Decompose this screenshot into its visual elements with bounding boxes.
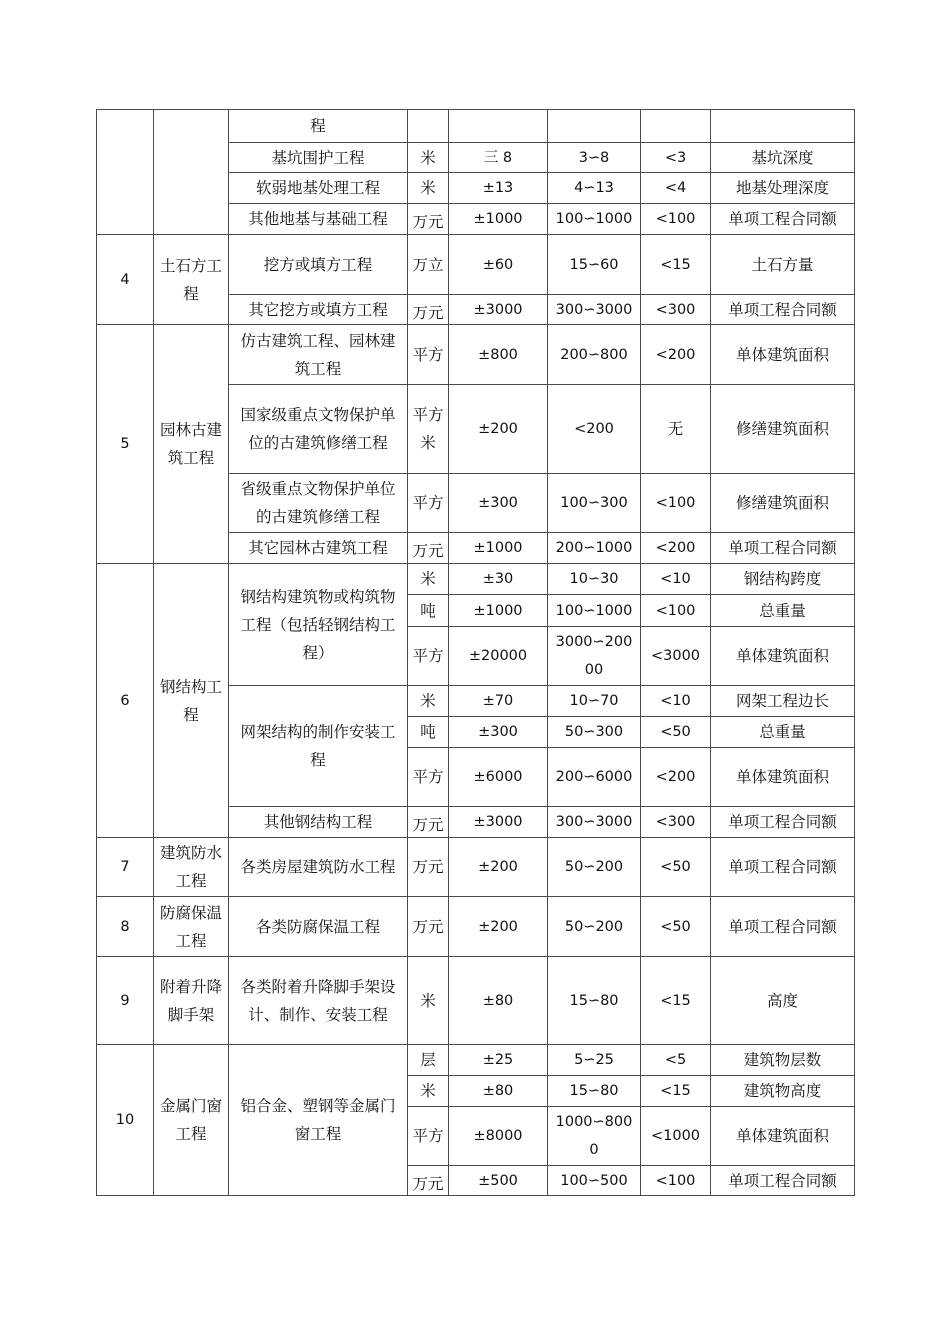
project-name-cell: 程 — [229, 110, 408, 143]
unit-cell: 平方米 — [408, 385, 449, 474]
basis-cell: 总重量 — [711, 717, 855, 748]
table-row — [97, 110, 855, 143]
small-scale-cell: <100 — [641, 474, 711, 533]
unit-cell: 万元 — [408, 897, 449, 957]
medium-scale-cell: 50∽300 — [548, 717, 641, 748]
basis-cell — [711, 110, 855, 143]
small-scale-cell: <50 — [641, 838, 711, 897]
number-cell: 9 — [97, 957, 154, 1045]
project-name-cell: 其他钢结构工程 — [229, 807, 408, 838]
basis-cell: 单项工程合同额 — [711, 295, 855, 325]
project-name-cell: 网架结构的制作安装工程 — [229, 686, 408, 807]
small-scale-cell: <50 — [641, 717, 711, 748]
small-scale-cell: <5 — [641, 1045, 711, 1076]
medium-scale-cell: 100∽500 — [548, 1166, 641, 1196]
small-scale-cell: <3 — [641, 143, 711, 173]
large-scale-cell: ±1000 — [449, 595, 548, 627]
unit-cell: 平方 — [408, 748, 449, 807]
qualification-table — [96, 109, 855, 1196]
large-scale-cell: 三 8 — [449, 143, 548, 173]
project-name-cell: 仿古建筑工程、园林建筑工程 — [229, 325, 408, 385]
medium-scale-cell: 15∽60 — [548, 235, 641, 295]
basis-cell: 单项工程合同额 — [711, 1166, 855, 1196]
large-scale-cell: ±1000 — [449, 204, 548, 235]
category-cell: 防腐保温工程 — [154, 897, 229, 957]
basis-cell: 单项工程合同额 — [711, 897, 855, 957]
unit-cell: 层 — [408, 1045, 449, 1076]
large-scale-cell: ±80 — [449, 957, 548, 1045]
unit-text: 万元 — [412, 1174, 444, 1192]
basis-cell: 高度 — [711, 957, 855, 1045]
basis-cell: 单体建筑面积 — [711, 627, 855, 686]
unit-cell: 平方 — [408, 627, 449, 686]
basis-cell: 单体建筑面积 — [711, 1107, 855, 1166]
project-name-cell: 基坑围护工程 — [229, 143, 408, 173]
medium-scale-cell: 1000∽8000 — [548, 1107, 641, 1166]
basis-cell: 单项工程合同额 — [711, 204, 855, 235]
unit-cell — [408, 204, 449, 235]
category-cell: 钢结构工程 — [154, 564, 229, 838]
small-scale-cell: <15 — [641, 235, 711, 295]
project-name-cell: 其他地基与基础工程 — [229, 204, 408, 235]
basis-cell: 基坑深度 — [711, 143, 855, 173]
large-scale-cell — [449, 110, 548, 143]
project-name-cell: 其它挖方或填方工程 — [229, 295, 408, 325]
project-name-cell: 各类附着升降脚手架设计、制作、安装工程 — [229, 957, 408, 1045]
basis-cell: 单项工程合同额 — [711, 838, 855, 897]
large-scale-cell: ±200 — [449, 897, 548, 957]
number-cell: 8 — [97, 897, 154, 957]
category-cell: 金属门窗工程 — [154, 1045, 229, 1196]
number-cell: 6 — [97, 564, 154, 838]
large-scale-cell: ±200 — [449, 385, 548, 474]
number-cell: 7 — [97, 838, 154, 897]
unit-cell: 米 — [408, 564, 449, 595]
small-scale-cell: <100 — [641, 1166, 711, 1196]
large-scale-cell: ±6000 — [449, 748, 548, 807]
unit-cell: 吨 — [408, 595, 449, 627]
project-name-cell: 各类房屋建筑防水工程 — [229, 838, 408, 897]
medium-scale-cell: 300∽3000 — [548, 295, 641, 325]
medium-scale-cell: 10∽70 — [548, 686, 641, 717]
small-scale-cell: <100 — [641, 204, 711, 235]
unit-text: 万元 — [412, 542, 444, 559]
unit-cell: 米 — [408, 686, 449, 717]
small-scale-cell: <15 — [641, 957, 711, 1045]
unit-text: 万元 — [412, 213, 444, 230]
medium-scale-cell: 100∽1000 — [548, 595, 641, 627]
basis-cell: 网架工程边长 — [711, 686, 855, 717]
medium-scale-cell: <200 — [548, 385, 641, 474]
unit-cell — [408, 807, 449, 838]
large-scale-cell: ±25 — [449, 1045, 548, 1076]
project-name-cell: 省级重点文物保护单位的古建筑修缮工程 — [229, 474, 408, 533]
large-scale-cell: ±3000 — [449, 295, 548, 325]
number-cell: 10 — [97, 1045, 154, 1196]
table-row — [97, 564, 855, 595]
basis-cell: 钢结构跨度 — [711, 564, 855, 595]
unit-cell: 平方 — [408, 325, 449, 385]
project-name-cell: 软弱地基处理工程 — [229, 173, 408, 204]
medium-scale-cell: 100∽300 — [548, 474, 641, 533]
medium-scale-cell: 300∽3000 — [548, 807, 641, 838]
category-cell — [154, 110, 229, 235]
project-name-cell: 各类防腐保温工程 — [229, 897, 408, 957]
large-scale-cell: ±3000 — [449, 807, 548, 838]
project-name-cell: 国家级重点文物保护单位的古建筑修缮工程 — [229, 385, 408, 474]
large-scale-cell: ±1000 — [449, 533, 548, 564]
small-scale-cell: <10 — [641, 564, 711, 595]
small-scale-cell: <50 — [641, 897, 711, 957]
basis-cell: 总重量 — [711, 595, 855, 627]
table-row — [97, 838, 855, 897]
small-scale-cell: <4 — [641, 173, 711, 204]
medium-scale-cell: 5∽25 — [548, 1045, 641, 1076]
small-scale-cell: <15 — [641, 1076, 711, 1107]
small-scale-cell: <200 — [641, 533, 711, 564]
medium-scale-cell: 4∽13 — [548, 173, 641, 204]
large-scale-cell: ±13 — [449, 173, 548, 204]
large-scale-cell: ±70 — [449, 686, 548, 717]
large-scale-cell: ±500 — [449, 1166, 548, 1196]
medium-scale-cell: 3000∽20000 — [548, 627, 641, 686]
number-cell: 4 — [97, 235, 154, 325]
basis-cell: 修缮建筑面积 — [711, 385, 855, 474]
small-scale-cell: <300 — [641, 295, 711, 325]
project-name-cell: 铝合金、塑钢等金属门窗工程 — [229, 1045, 408, 1196]
unit-cell: 平方 — [408, 1107, 449, 1166]
unit-cell: 米 — [408, 1076, 449, 1107]
large-scale-cell: ±80 — [449, 1076, 548, 1107]
table-row — [97, 235, 855, 295]
table-row — [97, 325, 855, 385]
category-cell: 建筑防水工程 — [154, 838, 229, 897]
category-cell: 园林古建筑工程 — [154, 325, 229, 564]
medium-scale-cell — [548, 110, 641, 143]
small-scale-cell: <3000 — [641, 627, 711, 686]
small-scale-cell: <100 — [641, 595, 711, 627]
unit-cell — [408, 295, 449, 325]
table-row — [97, 1045, 855, 1076]
project-name-cell: 其它园林古建筑工程 — [229, 533, 408, 564]
unit-cell: 平方 — [408, 474, 449, 533]
unit-cell: 米 — [408, 143, 449, 173]
basis-cell: 单项工程合同额 — [711, 533, 855, 564]
unit-text: 万元 — [412, 303, 444, 321]
small-scale-cell: <200 — [641, 748, 711, 807]
basis-cell: 修缮建筑面积 — [711, 474, 855, 533]
unit-cell: 万立 — [408, 235, 449, 295]
small-scale-cell: <10 — [641, 686, 711, 717]
large-scale-cell: ±60 — [449, 235, 548, 295]
small-scale-cell: <300 — [641, 807, 711, 838]
table-row — [97, 957, 855, 1045]
table-row — [97, 897, 855, 957]
medium-scale-cell: 10∽30 — [548, 564, 641, 595]
large-scale-cell: ±8000 — [449, 1107, 548, 1166]
unit-cell — [408, 533, 449, 564]
medium-scale-cell: 15∽80 — [548, 1076, 641, 1107]
basis-cell: 单体建筑面积 — [711, 748, 855, 807]
small-scale-cell: <1000 — [641, 1107, 711, 1166]
small-scale-cell: <200 — [641, 325, 711, 385]
medium-scale-cell: 15∽80 — [548, 957, 641, 1045]
unit-cell: 米 — [408, 173, 449, 204]
medium-scale-cell: 200∽1000 — [548, 533, 641, 564]
basis-cell: 地基处理深度 — [711, 173, 855, 204]
large-scale-cell: ±300 — [449, 717, 548, 748]
basis-cell: 建筑物层数 — [711, 1045, 855, 1076]
category-cell: 土石方工程 — [154, 235, 229, 325]
unit-cell: 万元 — [408, 838, 449, 897]
large-scale-cell: ±200 — [449, 838, 548, 897]
small-scale-cell: 无 — [641, 385, 711, 474]
medium-scale-cell: 50∽200 — [548, 897, 641, 957]
medium-scale-cell: 100∽1000 — [548, 204, 641, 235]
basis-cell: 建筑物高度 — [711, 1076, 855, 1107]
unit-text: 万元 — [412, 816, 444, 833]
unit-cell — [408, 110, 449, 143]
basis-cell: 土石方量 — [711, 235, 855, 295]
project-name-cell: 钢结构建筑物或构筑物工程（包括轻钢结构工程） — [229, 564, 408, 686]
basis-cell: 单项工程合同额 — [711, 807, 855, 838]
number-cell — [97, 110, 154, 235]
large-scale-cell: ±30 — [449, 564, 548, 595]
large-scale-cell: ±800 — [449, 325, 548, 385]
unit-cell: 米 — [408, 957, 449, 1045]
medium-scale-cell: 50∽200 — [548, 838, 641, 897]
number-cell: 5 — [97, 325, 154, 564]
large-scale-cell: ±20000 — [449, 627, 548, 686]
small-scale-cell — [641, 110, 711, 143]
medium-scale-cell: 200∽800 — [548, 325, 641, 385]
project-name-cell: 挖方或填方工程 — [229, 235, 408, 295]
medium-scale-cell: 200∽6000 — [548, 748, 641, 807]
large-scale-cell: ±300 — [449, 474, 548, 533]
unit-cell — [408, 1166, 449, 1196]
category-cell: 附着升降脚手架 — [154, 957, 229, 1045]
medium-scale-cell: 3∽8 — [548, 143, 641, 173]
unit-cell: 吨 — [408, 717, 449, 748]
basis-cell: 单体建筑面积 — [711, 325, 855, 385]
